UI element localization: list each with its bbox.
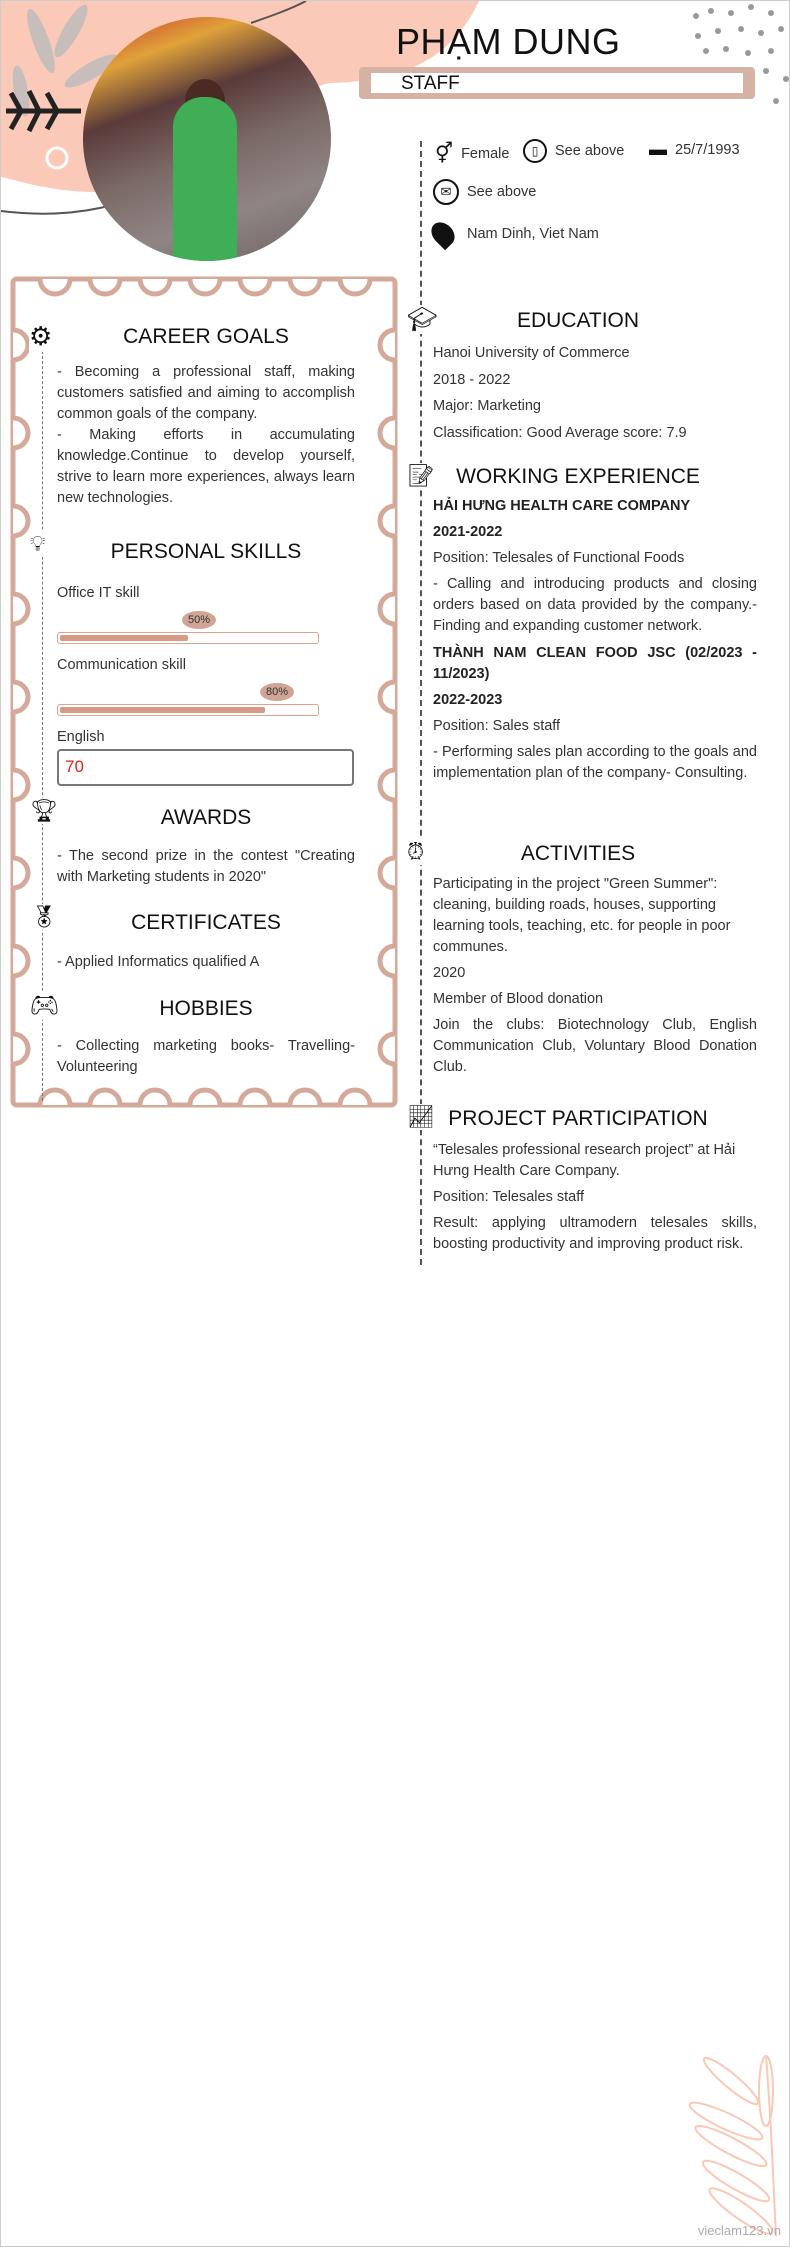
certificate-pen-icon: 📝︎ [407, 463, 435, 488]
phone-icon: ▯ [523, 139, 547, 163]
birthday-info [649, 139, 740, 160]
gender-info [435, 141, 509, 166]
job-title: STAFF [401, 73, 460, 94]
job-period: 2022-2023 [433, 692, 503, 708]
projects-title: PROJECT PARTICIPATION [448, 1107, 708, 1130]
hobbies-title: HOBBIES [159, 997, 253, 1020]
profile-photo [83, 17, 331, 261]
graduation-cap-icon: 🎓︎ [407, 306, 438, 333]
career-goals-text [57, 362, 355, 509]
candidate-name: PHẠM DUNG [396, 21, 621, 62]
project-item: Result: applying ultramodern telesales skills, boosting productivity and improving product risk. [433, 1215, 757, 1252]
major: Major: Marketing [433, 398, 541, 414]
skill-bar [57, 704, 319, 716]
gear-icon: ⚙ [29, 321, 53, 351]
phone-info [523, 139, 624, 163]
skill-label: Communication skill [57, 657, 186, 673]
gamepad-icon: 🎮︎ [29, 992, 60, 1019]
phone-value: See above [555, 143, 625, 159]
projects-list [433, 1140, 757, 1255]
activities-title: ACTIVITIES [520, 842, 636, 865]
experience-title: WORKING EXPERIENCE [456, 465, 700, 488]
job-position: Position: Sales staff [433, 718, 561, 734]
skill-bar-fill [60, 635, 188, 641]
skill-label: Office IT skill [57, 585, 140, 601]
activity-item: Join the clubs: Biotechnology Club, English Communication Club, Voluntary Blood Donation Club. [433, 1017, 757, 1075]
activity-item: Member of Blood donation [433, 991, 604, 1007]
birthday-value: 25/7/1993 [675, 141, 740, 158]
skill-percent: 50% [182, 611, 216, 629]
gender-value: Female [461, 145, 510, 162]
english-score-field[interactable]: 70 [57, 749, 354, 786]
skill-bar [57, 632, 319, 644]
job-description: - Performing sales plan according to the goals and implementation plan of the company- Consulting. [433, 744, 757, 781]
personal-skills-title: PERSONAL SKILLS [110, 540, 302, 563]
career-goal-2: - Making efforts in accumulating knowledge.Continue to develop yourself, strive to learn more experiences, always learn new technologies. [57, 427, 355, 506]
address-value: Nam Dinh, Viet Nam [467, 226, 599, 242]
awards-text: - The second prize in the contest "Creating with Marketing students in 2020" [57, 848, 355, 885]
gender-icon: ⚥ [435, 143, 454, 165]
certificates-text: - Applied Informatics qualified A [57, 954, 260, 970]
certificates-title: CERTIFICATES [131, 911, 281, 934]
email-info [433, 179, 536, 205]
english-label: English [57, 729, 105, 745]
address-info [433, 221, 599, 247]
awards-title: AWARDS [160, 806, 252, 829]
watermark: vieclam123.vn [697, 2223, 781, 2238]
project-item: Position: Telesales staff [433, 1189, 584, 1205]
job-period: 2021-2022 [433, 524, 503, 540]
career-goal-1: - Becoming a professional staff, making customers satisfied and aiming to accomplish common goals of the company. [57, 364, 355, 422]
company-name: HẢI HƯNG HEALTH CARE COMPANY [433, 498, 691, 514]
email-value: See above [467, 184, 537, 200]
skill-bar-fill [60, 707, 265, 713]
birthday-cake-icon: ▬ [649, 139, 667, 159]
alarm-clock-icon: ⏰︎ [407, 839, 425, 864]
medal-icon: 🏅︎ [30, 904, 58, 929]
job-position: Position: Telesales of Functional Foods [433, 550, 685, 566]
activities-list [433, 874, 757, 1078]
study-period: 2018 - 2022 [433, 371, 511, 388]
classification: Classification: Good Average score: 7.9 [433, 424, 687, 441]
activity-item: 2020 [433, 965, 466, 981]
company-name: THÀNH NAM CLEAN FOOD JSC (02/2023 - 11/2023) [433, 645, 757, 682]
job-description: - Calling and introducing products and closing orders based on data provided by the company.- Finding and expanding customer network. [433, 576, 757, 634]
trophy-icon: 🏆︎ [30, 798, 58, 823]
chart-icon: 📈︎ [407, 1104, 435, 1129]
experience-list [433, 496, 757, 784]
activity-item: Participating in the project "Green Summer": cleaning, building roads, houses, supporting learning tools, teaching, etc. for people in poor communes. [433, 876, 731, 955]
skill-percent: 80% [260, 683, 294, 701]
email-icon: ✉ [433, 179, 459, 205]
hobbies-text: - Collecting marketing books- Travelling- Volunteering [57, 1038, 355, 1075]
lightbulb-icon: 💡︎ [30, 531, 46, 556]
left-timeline [42, 341, 43, 1101]
school-name: Hanoi University of Commerce [433, 345, 630, 361]
education-title: EDUCATION [516, 309, 640, 332]
career-goals-title: CAREER GOALS [123, 325, 289, 348]
leaf-decoration [681, 2036, 790, 2236]
education-details [433, 340, 757, 446]
project-item: “Telesales professional research project” at Hải Hưng Health Care Company. [433, 1142, 736, 1179]
